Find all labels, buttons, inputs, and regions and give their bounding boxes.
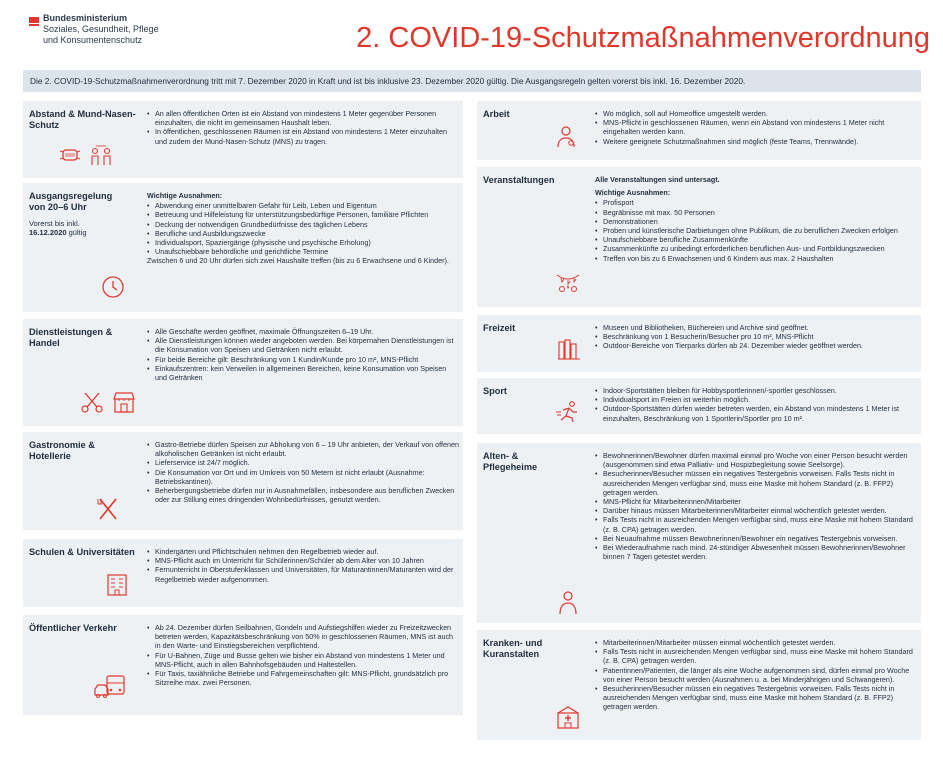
- list-item: • Outdoor-Sportstätten dürfen wieder betreten werden, ein Abstand von mindestens 1 Meter ist einzuhalten, Beschränkung von 1 Sportlerin/Sportler pro 10 m².: [595, 404, 917, 422]
- list-item: • Indoor-Sportstätten bleiben für Hobbysportlerinnen/-sportler geschlossen.: [595, 386, 917, 395]
- card-title: Abstand & Mund-Nasen-Schutz: [29, 109, 136, 130]
- exceptions-heading: Wichtige Ausnahmen:: [595, 188, 671, 198]
- card-body: [147, 191, 463, 266]
- card-title: Öffentlicher Verkehr: [29, 623, 117, 633]
- list-item: • Unaufschiebbare berufliche Zusammenkünfte: [595, 235, 917, 244]
- card-schulen: [23, 539, 463, 607]
- intro-banner: Die 2. COVID-19-Schutzmaßnahmenverordnung tritt mit 7. Dezember 2020 in Kraft und ist bis inklusive 23. Dezember 2020 gültig. Die Ausgangsregeln gelten vorerst bis inkl. 16. Dezember 2020.: [23, 70, 921, 92]
- card-pflegeheime: [477, 443, 921, 623]
- list-item: • MNS-Pflicht für Mitarbeiterinnen/Mitarbeiter: [595, 497, 917, 506]
- card-ausgangsregelung: [23, 183, 463, 312]
- cutlery-icon: [95, 496, 121, 522]
- card-title: Ausgangsregelung von 20–6 Uhr: [29, 191, 113, 212]
- austria-flag-icon: [29, 17, 39, 23]
- list-item: • In öffentlichen, geschlossenen Räumen ist ein Abstand von mindestens 1 Meter einzuhalten und zudem der Mund-Nasen-Schutz (MNS) zu tragen.: [147, 127, 459, 145]
- list-item: • Individualsport im Freien ist weiterhin möglich.: [595, 395, 917, 404]
- list-item: • Einkaufszentren: kein Verweilen in allgemeinen Bereichen, keine Konsumation von Speisen und Getränken: [147, 364, 459, 382]
- card-body: [595, 175, 921, 263]
- list-item: • Weitere geeignete Schutzmaßnahmen sind möglich (feste Teams, Trennwände).: [595, 137, 917, 146]
- list-item: • Patientinnen/Patienten, die länger als eine Woche aufgenommen sind, dürfen einmal pro Woche von einer Person besucht werden (Ausnahmen u. a. bei Minderjährigen und Schwangeren).: [595, 666, 917, 684]
- card-title: Kranken- und Kuranstalten: [483, 638, 543, 659]
- validity-note: Vorerst bis inkl. 16.12.2020 gültig: [29, 219, 87, 237]
- list-item: • Besucherinnen/Besucher müssen ein negatives Testergebnis vorweisen. Falls Tests nicht in ausreichenden Mengen verfügbar sind, muss eine Maske mit hohem Standard (z. B. FFP2) getragen werden.: [595, 684, 917, 712]
- card-body: [595, 451, 921, 561]
- card-body: [147, 109, 463, 146]
- card-body: [595, 638, 921, 712]
- ministry-line-2: Soziales, Gesundheit, Pflege: [43, 24, 159, 34]
- list-item: • Die Konsumation vor Ort und im Umkreis von 50 Metern ist nicht erlaubt (Ausnahme: Betriebskantinen).: [147, 468, 459, 486]
- card-title: Gastronomie & Hotellerie: [29, 440, 95, 461]
- hospital-icon: [555, 704, 581, 730]
- list-item: • Abwendung einer unmittelbaren Gefahr für Leib, Leben und Eigentum: [147, 201, 459, 210]
- list-item: • Treffen von bis zu 6 Erwachsenen und 6 Kindern aus max. 2 Haushalten: [595, 254, 917, 263]
- books-icon: [557, 337, 581, 361]
- card-title: Sport: [483, 386, 507, 396]
- list-item: • Demonstrationen: [595, 217, 917, 226]
- list-item: • Bei Wiederaufnahme nach mind. 24-stündiger Abwesenheit müssen Bewohnerinnen/Bewohner binnen 7 Tagen getestet werden.: [595, 543, 917, 561]
- distance-people-icon: [87, 143, 115, 167]
- list-item: • Beschränkung von 1 Besucherin/Besucher pro 10 m², MNS-Pflicht: [595, 332, 917, 341]
- list-item: • Mitarbeiterinnen/Mitarbeiter müssen einmal wöchentlich getestet werden.: [595, 638, 917, 647]
- card-body: [147, 327, 463, 382]
- card-body: [147, 623, 463, 687]
- list-item: • Alle Geschäfte werden geöffnet, maximale Öffnungszeiten 6–19 Uhr.: [147, 327, 459, 336]
- list-item: • Falls Tests nicht in ausreichenden Mengen verfügbar sind, muss eine Maske mit hohem Standard (z. B. CPA) getragen werden.: [595, 515, 917, 533]
- school-building-icon: [105, 571, 129, 597]
- card-freizeit: [477, 315, 921, 372]
- list-item: • An allen öffentlichen Orten ist ein Abstand von mindestens 1 Meter gegenüber Personen einzuhalten, die nicht im gemeinsamen Haushalt leben.: [147, 109, 459, 127]
- list-item: • Falls Tests nicht in ausreichenden Mengen verfügbar sind, muss eine Maske mit hohem Standard (z. B. CPA) getragen werden.: [595, 647, 917, 665]
- list-item: • Für U-Bahnen, Züge und Busse gelten wie bisher ein Abstand von mindestens 1 Meter und MNS-Pflicht, auch in allen Bahnhofsgebäuden und Haltestellen.: [147, 651, 459, 669]
- list-item: • Unaufschiebbare behördliche und gerichtliche Termine: [147, 247, 459, 256]
- list-item: • Proben und künstlerische Darbietungen ohne Publikum, die zu beruflichen Zwecken erfolgen: [595, 226, 917, 235]
- card-verkehr: [23, 615, 463, 715]
- card-title: Freizeit: [483, 323, 516, 333]
- list-item: • Bei Neuaufnahme müssen Bewohnerinnen/Bewohner ein negatives Testergebnis vorweisen.: [595, 534, 917, 543]
- list-item: • MNS-Pflicht auch im Unterricht für Schülerinnen/Schüler ab dem Alter von 10 Jahren: [147, 556, 459, 565]
- exceptions-heading: Wichtige Ausnahmen:: [147, 191, 223, 200]
- list-item: • Darüber hinaus müssen Mitarbeiterinnen/Mitarbeiter einmal wöchentlich getestet werden.: [595, 506, 917, 515]
- list-item: • Zusammenkünfte zu unbedingt erforderlichen beruflichen Aus- und Fortbildungszwecken: [595, 244, 917, 253]
- runner-icon: [555, 400, 581, 424]
- list-item: • Für beide Bereiche gilt: Beschränkung von 1 Kundin/Kunde pro 10 m², MNS-Pflicht: [147, 355, 459, 364]
- bus-car-icon: [93, 673, 127, 699]
- list-item: • Museen und Bibliotheken, Büchereien und Archive sind geöffnet.: [595, 323, 917, 332]
- list-item: • Beherbergungsbetriebe dürfen nur in Ausnahmefällen, insbesondere aus beruflichen Zwecken oder zur Stillung eines dringenden Wohnbedürfnisses, genutzt werden.: [147, 486, 459, 504]
- card-veranstaltungen: [477, 167, 921, 307]
- shop-icon: [111, 389, 137, 415]
- list-item: • Besucherinnen/Besucher müssen ein negatives Testergebnis vorweisen. Falls Tests nicht in ausreichenden Mengen verfügbar sind, muss eine Maske mit hohem Standard (z. B. FFP2) getragen werden.: [595, 469, 917, 497]
- list-item: • Betreuung und Hilfeleistung für unterstützungsbedürftige Personen, familiäre Pflichten: [147, 210, 459, 219]
- card-krankenanstalten: [477, 630, 921, 740]
- worker-icon: [555, 123, 577, 149]
- clock-icon: [101, 275, 125, 299]
- card-title: Dienstleistungen & Handel: [29, 327, 113, 348]
- list-item: • MNS-Pflicht in geschlossenen Räumen, wenn ein Abstand von mindestens 1 Meter nicht eingehalten werden kann.: [595, 118, 917, 136]
- card-body: [595, 323, 921, 351]
- list-item: • Begräbnisse mit max. 50 Personen: [595, 208, 917, 217]
- card-dienstleistungen: [23, 319, 463, 426]
- list-item: • Individualsport, Spaziergänge (physische und psychische Erholung): [147, 238, 459, 247]
- card-title: Alten- & Pflegeheime: [483, 451, 538, 472]
- lead-text: Alle Veranstaltungen sind untersagt.: [595, 175, 720, 184]
- card-abstand: [23, 101, 463, 178]
- footer-note: Zwischen 6 und 20 Uhr dürfen sich zwei Haushalte treffen (bis zu 6 Erwachsene und 6 Kinder).: [147, 256, 449, 266]
- list-item: • Deckung der notwendigen Grundbedürfnisse des täglichen Lebens: [147, 220, 459, 229]
- list-item: • Fernunterricht in Oberstufenklassen und Universitäten, für Maturantinnen/Maturanten wird der Regelbetrieb wieder aufgenommen.: [147, 565, 459, 583]
- list-item: • Alle Dienstleistungen können wieder angeboten werden. Bei körpernahen Dienstleistungen ist die Konsumation von Speisen und Getränken nicht erlaubt.: [147, 336, 459, 354]
- list-item: • Kindergärten und Pflichtschulen nehmen den Regelbetrieb wieder auf.: [147, 547, 459, 556]
- card-body: [147, 440, 463, 504]
- list-item: • Berufliche und Ausbildungszwecke: [147, 229, 459, 238]
- ministry-line-3: und Konsumentenschutz: [43, 35, 143, 45]
- card-body: [595, 109, 921, 146]
- card-body: [595, 386, 921, 423]
- list-item: • Für Taxis, taxiähnliche Betriebe und Fahrgemeinschaften gilt: MNS-Pflicht, grundsätzlich pro Sitzreihe max. zwei Personen.: [147, 669, 459, 687]
- party-icon: [555, 269, 581, 295]
- card-title: Arbeit: [483, 109, 510, 119]
- card-sport: [477, 378, 921, 434]
- list-item: • Gastro-Betriebe dürfen Speisen zur Abholung von 6 – 19 Uhr anbieten, der Verkauf von offenen alkoholischen Getränken ist nicht erlaubt.: [147, 440, 459, 458]
- card-body: [147, 547, 463, 584]
- list-item: • Profisport: [595, 198, 917, 207]
- list-item: • Wo möglich, soll auf Homeoffice umgestellt werden.: [595, 109, 917, 118]
- card-title: Veranstaltungen: [483, 175, 555, 185]
- card-title: Schulen & Universitäten: [29, 547, 135, 557]
- mask-icon: [59, 147, 81, 163]
- ministry-name: Bundesministerium: [43, 13, 128, 23]
- header: [0, 0, 943, 66]
- list-item: • Bewohnerinnen/Bewohner dürfen maximal einmal pro Woche von einer Person besucht werden (ausgenommen sind etwa Palliativ- und Hospizbegleitung sowie Seelsorge).: [595, 451, 917, 469]
- list-item: • Ab 24. Dezember dürfen Seilbahnen, Gondeln und Aufstiegshilfen wieder zu Freizeitzwecken betreten werden, Kapazitätsbeschränkung von 50% in geschlossenen Räumen, MNS ist auch in den Warte- und Einstiegsbereichen verpflichtend.: [147, 623, 459, 651]
- card-gastronomie: [23, 432, 463, 530]
- person-icon: [557, 589, 579, 615]
- list-item: • Lieferservice ist 24/7 möglich.: [147, 458, 459, 467]
- card-arbeit: [477, 101, 921, 160]
- list-item: • Outdoor-Bereiche von Tierparks dürfen ab 24. Dezember wieder geöffnet werden.: [595, 341, 917, 350]
- page-title: 2. COVID-19-Schutzmaßnahmenverordnung: [356, 22, 930, 54]
- scissors-comb-icon: [79, 389, 105, 415]
